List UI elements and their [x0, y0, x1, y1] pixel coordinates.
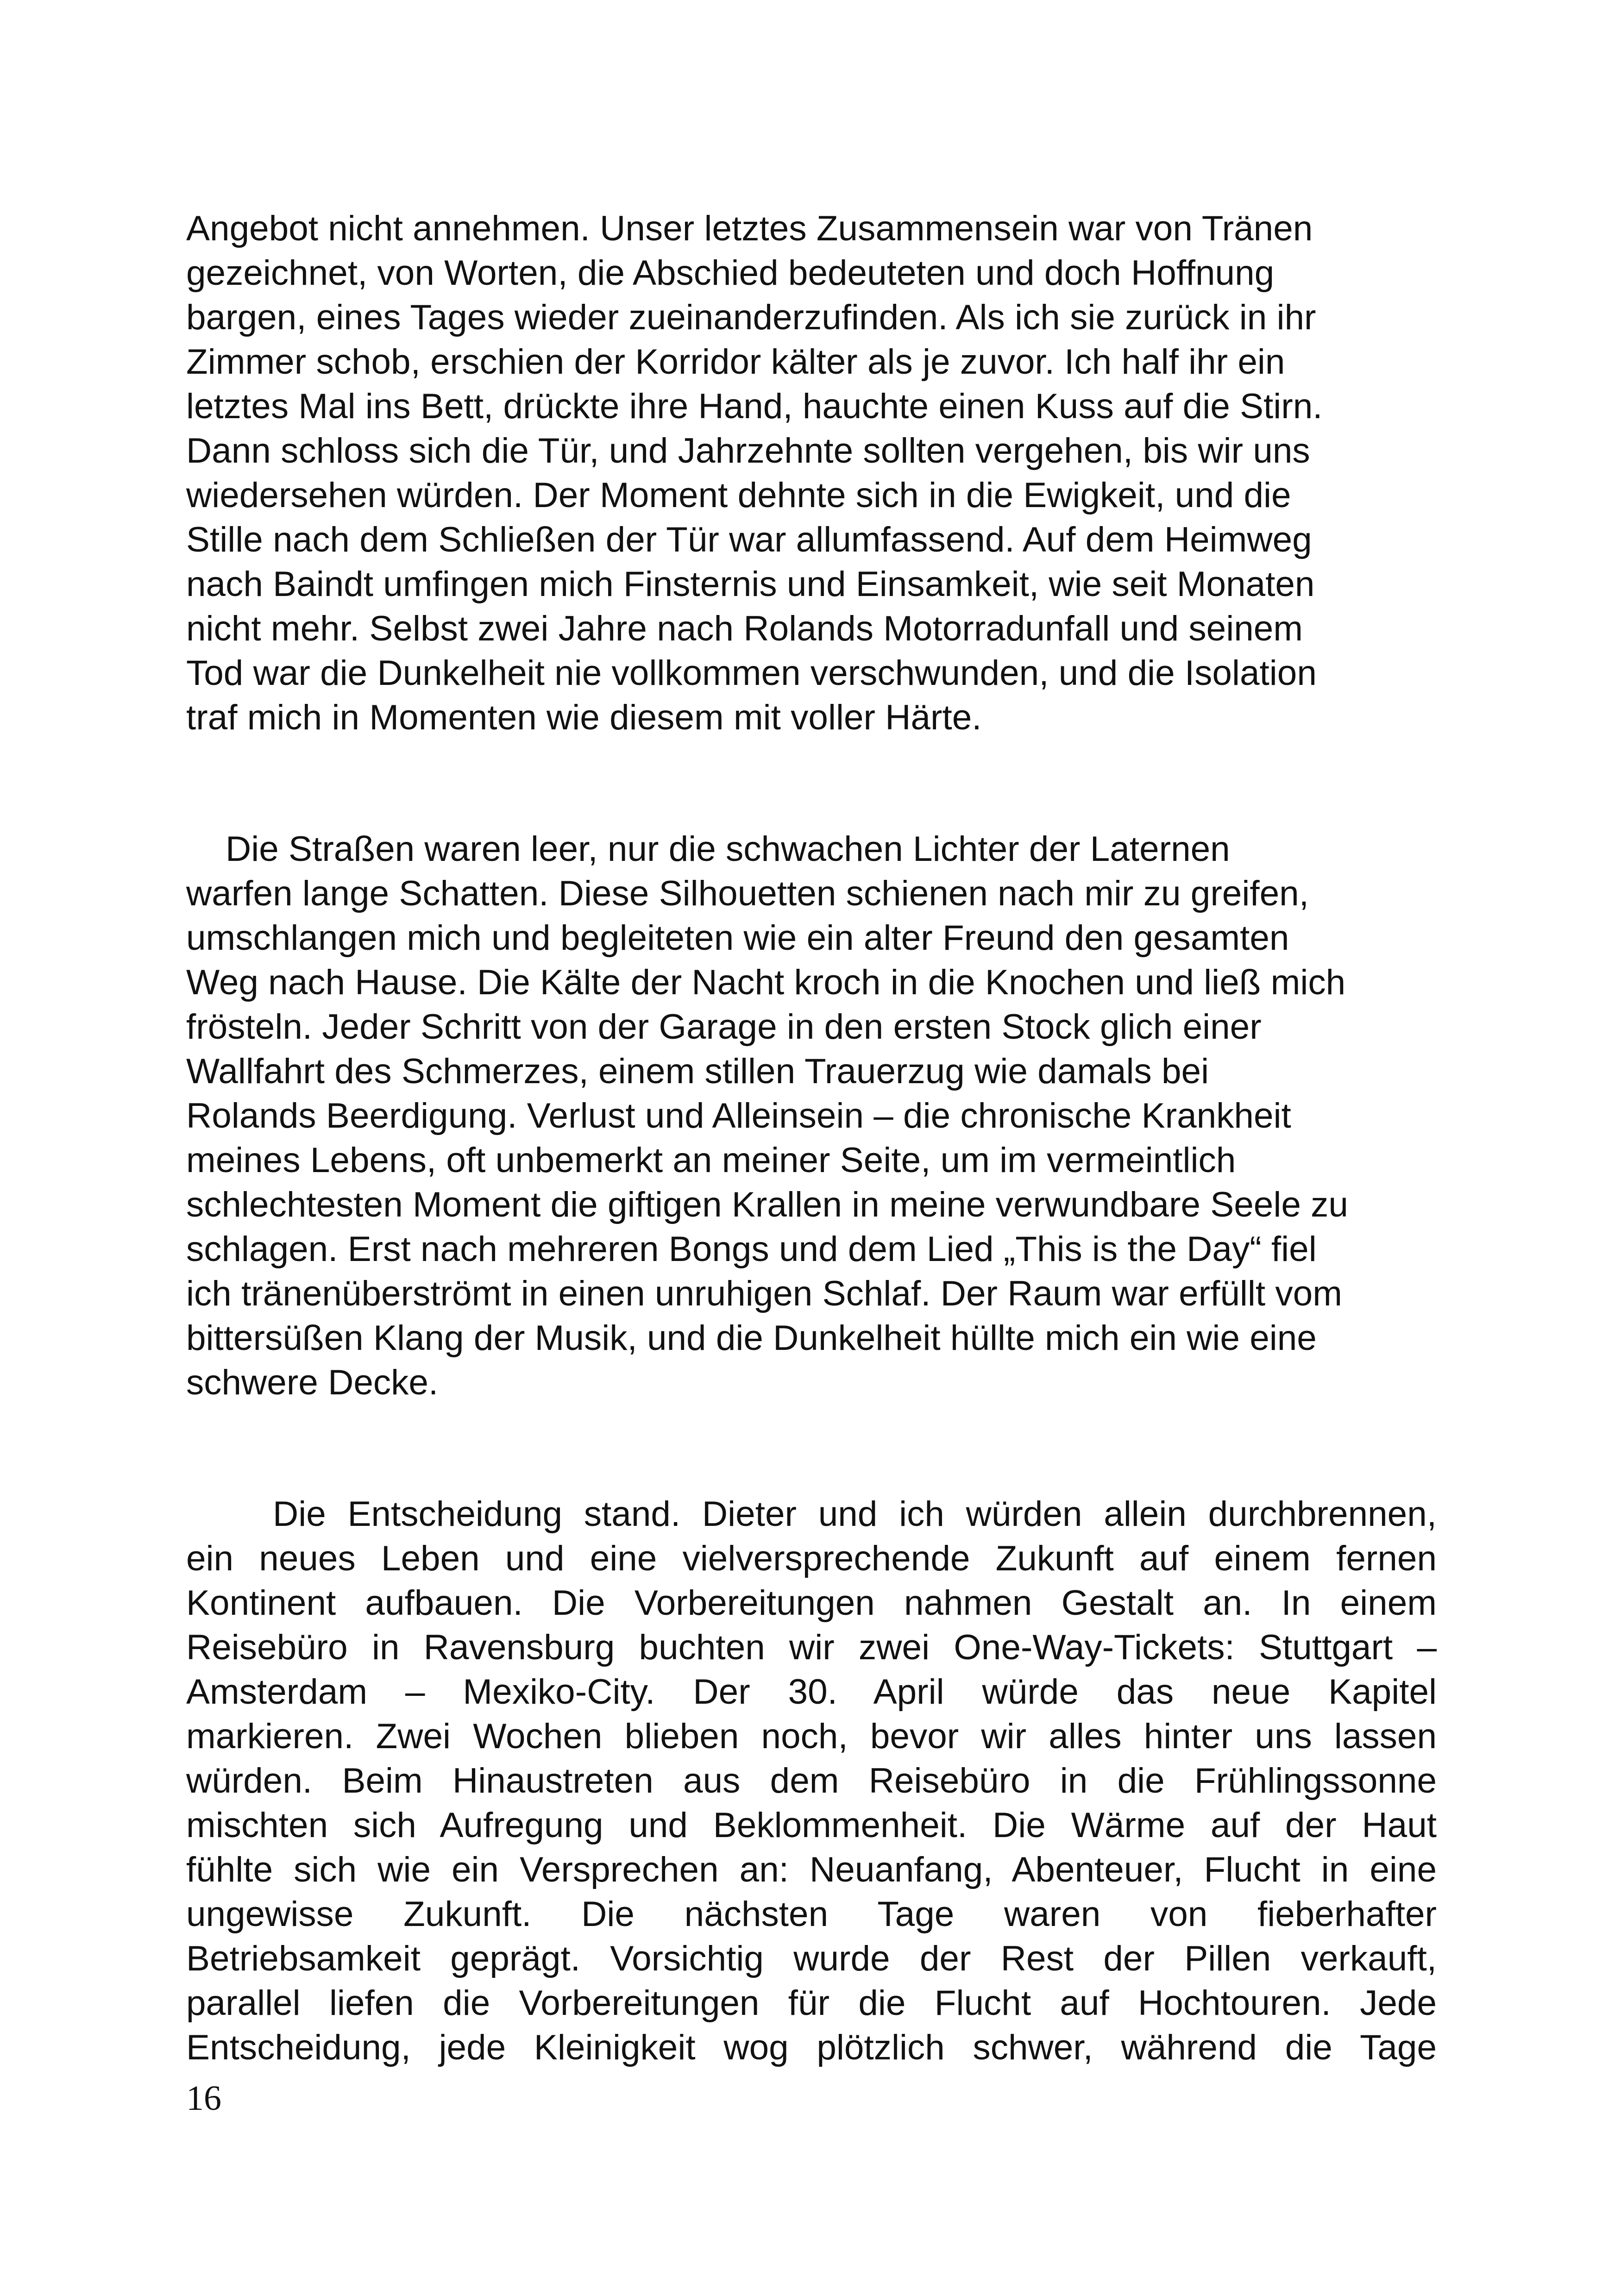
text-line: Amsterdam – Mexiko-City. Der 30. April würde das neue Kapitel: [186, 1672, 1437, 1712]
text-line: meines Lebens, oft unbemerkt an meiner Seite, um im vermeintlich: [186, 1141, 1236, 1180]
text-line: umschlangen mich und begleiteten wie ein alter Freund den gesamten: [186, 918, 1289, 958]
text-line: traf mich in Momenten wie diesem mit voller Härte.: [186, 698, 982, 737]
text-line: parallel liefen die Vorbereitungen für die Flucht auf Hochtouren. Jede: [186, 1983, 1437, 2023]
text-line: Angebot nicht annehmen. Unser letztes Zusammensein war von Tränen: [186, 209, 1313, 248]
text-line: markieren. Zwei Wochen blieben noch, bevor wir alles hinter uns lassen: [186, 1717, 1437, 1756]
text-line: Die Straßen waren leer, nur die schwachen Lichter der Laternen: [186, 829, 1230, 869]
text-line: Die Entscheidung stand. Dieter und ich würden allein durchbrennen,: [186, 1494, 1437, 1534]
text-line: Weg nach Hause. Die Kälte der Nacht kroch in die Knochen und ließ mich: [186, 963, 1346, 1002]
text-line: würden. Beim Hinaustreten aus dem Reisebüro in die Frühlingssonne: [186, 1761, 1437, 1800]
text-line: bargen, eines Tages wieder zueinanderzufinden. Als ich sie zurück in ihr: [186, 298, 1316, 337]
text-line: mischten sich Aufregung und Beklommenheit. Die Wärme auf der Haut: [186, 1806, 1437, 1845]
text-line: Zimmer schob, erschien der Korridor kälter als je zuvor. Ich half ihr ein: [186, 342, 1285, 382]
text-line: Tod war die Dunkelheit nie vollkommen verschwunden, und die Isolation: [186, 653, 1317, 693]
text-line: Stille nach dem Schließen der Tür war allumfassend. Auf dem Heimweg: [186, 520, 1312, 559]
text-line: gezeichnet, von Worten, die Abschied bedeuteten und doch Hoffnung: [186, 253, 1275, 293]
text-line: letztes Mal ins Bett, drückte ihre Hand, hauchte einen Kuss auf die Stirn.: [186, 387, 1323, 426]
text-line: ich tränenüberströmt in einen unruhigen Schlaf. Der Raum war erfüllt vom: [186, 1274, 1342, 1313]
text-line: Wallfahrt des Schmerzes, einem stillen Trauerzug wie damals bei: [186, 1052, 1209, 1091]
text-line: warfen lange Schatten. Diese Silhouetten schienen nach mir zu greifen,: [186, 874, 1309, 913]
text-line: bittersüßen Klang der Musik, und die Dunkelheit hüllte mich ein wie eine: [186, 1318, 1317, 1358]
text-line: nach Baindt umfingen mich Finsternis und Einsamkeit, wie seit Monaten: [186, 565, 1315, 604]
text-line: Reisebüro in Ravensburg buchten wir zwei One-Way-Tickets: Stuttgart –: [186, 1628, 1437, 1667]
text-line: frösteln. Jeder Schritt von der Garage in den ersten Stock glich einer: [186, 1007, 1262, 1047]
text-line: schwere Decke.: [186, 1363, 439, 1402]
page-number: 16: [186, 2079, 221, 2118]
text-line: ein neues Leben und eine vielversprechende Zukunft auf einem fernen: [186, 1539, 1437, 1578]
text-line: Dann schloss sich die Tür, und Jahrzehnte sollten vergehen, bis wir uns: [186, 431, 1310, 470]
text-line: Entscheidung, jede Kleinigkeit wog plötzlich schwer, während die Tage: [186, 2028, 1437, 2067]
text-line: wiedersehen würden. Der Moment dehnte sich in die Ewigkeit, und die: [186, 476, 1291, 515]
text-line: nicht mehr. Selbst zwei Jahre nach Rolands Motorradunfall und seinem: [186, 609, 1303, 648]
text-line: Kontinent aufbauen. Die Vorbereitungen nahmen Gestalt an. In einem: [186, 1583, 1437, 1623]
text-line: ungewisse Zukunft. Die nächsten Tage waren von fieberhafter: [186, 1895, 1437, 1934]
text-line: Betriebsamkeit geprägt. Vorsichtig wurde der Rest der Pillen verkauft,: [186, 1939, 1437, 1978]
text-line: schlagen. Erst nach mehreren Bongs und dem Lied „This is the Day“ fiel: [186, 1230, 1317, 1269]
text-line: Rolands Beerdigung. Verlust und Alleinsein – die chronische Krankheit: [186, 1096, 1291, 1135]
text-line: fühlte sich wie ein Versprechen an: Neuanfang, Abenteuer, Flucht in eine: [186, 1850, 1437, 1889]
text-line: schlechtesten Moment die giftigen Krallen in meine verwundbare Seele zu: [186, 1185, 1348, 1224]
